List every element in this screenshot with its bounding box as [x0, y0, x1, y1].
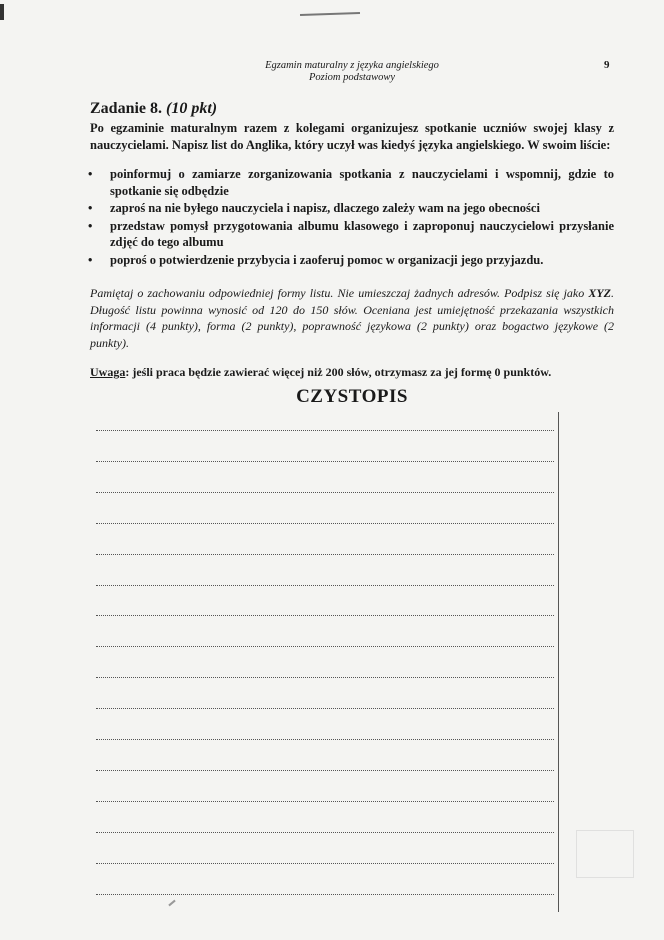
answer-line[interactable] — [96, 739, 554, 740]
answer-line[interactable] — [96, 646, 554, 647]
margin-line — [558, 412, 559, 912]
answer-line[interactable] — [96, 430, 554, 431]
bullet-text: przedstaw pomysł przygotowania albumu klasowego i zaproponuj nauczycielowi przysłanie zdjęć do tego albumu — [110, 218, 614, 249]
bullet-icon: • — [88, 167, 93, 181]
bullet-icon: • — [88, 218, 93, 233]
pen-mark — [168, 900, 175, 907]
answer-line[interactable] — [96, 523, 554, 524]
bullet-text: poinformuj o zamiarze zorganizowania spotkania z nauczycielami i wspomnij, gdzie to spotkanie się odbędzie — [110, 167, 614, 198]
note-label: Uwaga — [90, 365, 126, 379]
answer-line[interactable] — [96, 832, 554, 833]
answer-section-title: CZYSTOPIS — [296, 386, 408, 407]
answer-line[interactable] — [96, 770, 554, 771]
answer-line[interactable] — [96, 615, 554, 616]
list-item — [90, 218, 614, 251]
scan-pen-stroke — [300, 12, 360, 16]
header-exam-level: Poziom podstawowy — [308, 72, 396, 83]
task-title-text: Zadanie 8. — [90, 100, 163, 117]
list-item — [90, 200, 614, 217]
task-note — [90, 365, 614, 380]
note-text: : jeśli praca będzie zawierać więcej niż 200 słów, otrzymasz za jej formę 0 punktów. — [125, 365, 552, 379]
bullet-text: zaproś na nie byłego nauczyciela i napisz, dlaczego zależy wam na jego obecności — [110, 201, 540, 215]
list-item — [90, 252, 614, 269]
task-instructions: Pamiętaj o zachowaniu odpowiedniej formy listu. Nie umieszczaj żadnych adresów. Podpisz się jako XYZ. Długość listu powinna wynosić od 120 do 150 słów. Oceniana jest umiejętność przekazania wszystkich informacji (4 punkty), forma (2 punkty), poprawność językowa (2 punkty) oraz bogactwo językowe (2 punkty). — [90, 286, 614, 350]
answer-line[interactable] — [96, 461, 554, 462]
signature-xyz: XYZ — [588, 286, 611, 300]
list-item — [90, 166, 614, 199]
answer-line[interactable] — [96, 585, 554, 586]
answer-line[interactable] — [96, 863, 554, 864]
task-bullet-list — [90, 166, 614, 268]
page-number: 9 — [604, 59, 610, 71]
task-points: (10 pkt) — [166, 100, 218, 117]
header-exam-title: Egzamin maturalny z języka angielskiego — [265, 60, 439, 71]
scan-edge-mark — [0, 4, 4, 20]
answer-line[interactable] — [96, 492, 554, 493]
answer-line[interactable] — [96, 554, 554, 555]
task-description: Po egzaminie maturalnym razem z kolegami organizujesz spotkanie uczniów swojej klasy z nauczycielami. Napisz list do Anglika, który uczył was kiedyś języka angielskiego. W swoim liście: — [90, 121, 614, 152]
task-content — [90, 100, 614, 380]
bullet-icon: • — [88, 201, 93, 215]
answer-line[interactable] — [96, 708, 554, 709]
bullet-icon: • — [88, 252, 93, 267]
page-header — [0, 60, 664, 84]
task-title — [90, 100, 614, 118]
bullet-text: poproś o potwierdzenie przybycia i zaoferuj pomoc w organizacji jego przyjazdu. — [110, 252, 544, 267]
answer-line[interactable] — [96, 801, 554, 802]
answer-line[interactable] — [96, 677, 554, 678]
answer-line[interactable] — [96, 894, 554, 895]
faded-stamp — [576, 830, 634, 878]
